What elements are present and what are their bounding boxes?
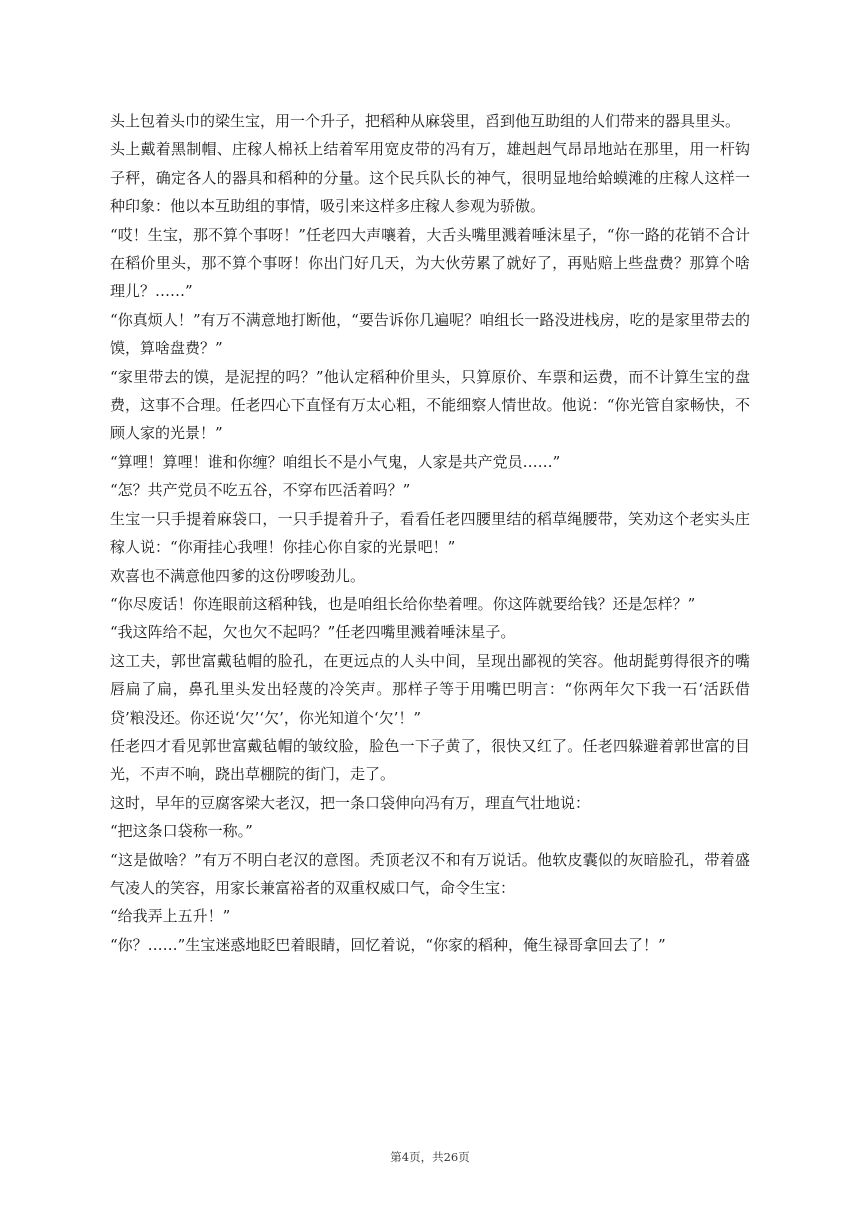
paragraph: “你真烦人！”有万不满意地打断他，“要告诉你几遍呢？咱组长一路没进栈房，吃的是家里带去的馍，算啥盘费？” (110, 310, 750, 358)
paragraph: 欢喜也不满意他四爹的这份啰唆劲儿。 (110, 566, 366, 585)
paragraph: “你尽废话！你连眼前这稻种钱，也是咱组长给你垫着哩。你这阵就要给钱？还是怎样？” (110, 594, 696, 613)
page-number-label: 第4页，共26页 (390, 1150, 470, 1164)
paragraph: “给我弄上五升！” (110, 907, 231, 926)
paragraph: 这工夫，郭世富戴毡帽的脸孔，在更远点的人头中间，呈现出鄙视的笑容。他胡髭剪得很齐的嘴唇扁了扁，鼻孔里头发出轻蔑的冷笑声。那样子等于用嘴巴明言：“你两年欠下我一石‘活跃借贷’粮没还。你还说‘欠’‘欠’，你光知道个‘欠’！” (110, 651, 750, 727)
paragraph: “哎！生宝，那不算个事呀！”任老四大声嚷着，大舌头嘴里溅着唾沫星子，“你一路的花销不合计在稻价里头，那不算个事呀！你出门好几天，为大伙劳累了就好了，再贴赔上些盘费？那算个啥理儿？……” (110, 225, 750, 301)
document-body (110, 107, 750, 959)
paragraph: 头上包着头巾的梁生宝，用一个升子，把稻种从麻袋里，舀到他互助组的人们带来的器具里头。 (110, 112, 741, 130)
paragraph: “你？……”生宝迷惑地眨巴着眼睛，回忆着说，“你家的稻种，俺生禄哥拿回去了！” (110, 935, 666, 954)
paragraph: 生宝一只手提着麻袋口，一只手提着升子，看看任老四腰里结的稻草绳腰带，笑劝这个老实头庄稼人说：“你甭挂心我哩！你挂心你自家的光景吧！” (110, 509, 750, 557)
paragraph: 这时，早年的豆腐客梁大老汉，把一条口袋伸向冯有万，理直气壮地说： (110, 793, 591, 812)
paragraph: “怎？共产党员不吃五谷，不穿布匹活着吗？” (110, 481, 411, 500)
paragraph: “把这条口袋称一称。” (110, 822, 253, 841)
paragraph: 任老四才看见郭世富戴毡帽的皱纹脸，脸色一下子黄了，很快又红了。任老四躲避着郭世富的目光，不声不响，跷出草棚院的街门，走了。 (110, 736, 750, 784)
paragraph: “这是做啥？”有万不明白老汉的意图。秃顶老汉不和有万说话。他软皮囊似的灰暗脸孔，带着盛气凌人的笑容，用家长兼富裕者的双重权威口气，命令生宝： (110, 850, 750, 897)
paragraph: “家里带去的馍，是泥捏的吗？”他认定稻种价里头，只算原价、车票和运费，而不计算生宝的盘费，这事不合理。任老四心下直怪有万太心粗，不能细察人情世故。他说：“你光管自家畅快，不顾人家的光景！” (110, 367, 750, 443)
paragraph: “算哩！算哩！谁和你缠？咱组长不是小气鬼，人家是共产党员……” (110, 452, 561, 471)
page-footer (0, 1149, 860, 1165)
paragraph: 头上戴着黑制帽、庄稼人棉袄上结着军用宽皮带的冯有万，雄赳赳气昂昂地站在那里，用一杆钩子秤，确定各人的器具和稻种的分量。这个民兵队长的神气，很明显地给蛤蟆滩的庄稼人这样一种印象：他以本互助组的事情，吸引来这样多庄稼人参观为骄傲。 (110, 140, 750, 216)
paragraph: “我这阵给不起，欠也欠不起吗？”任老四嘴里溅着唾沫星子。 (110, 623, 516, 642)
